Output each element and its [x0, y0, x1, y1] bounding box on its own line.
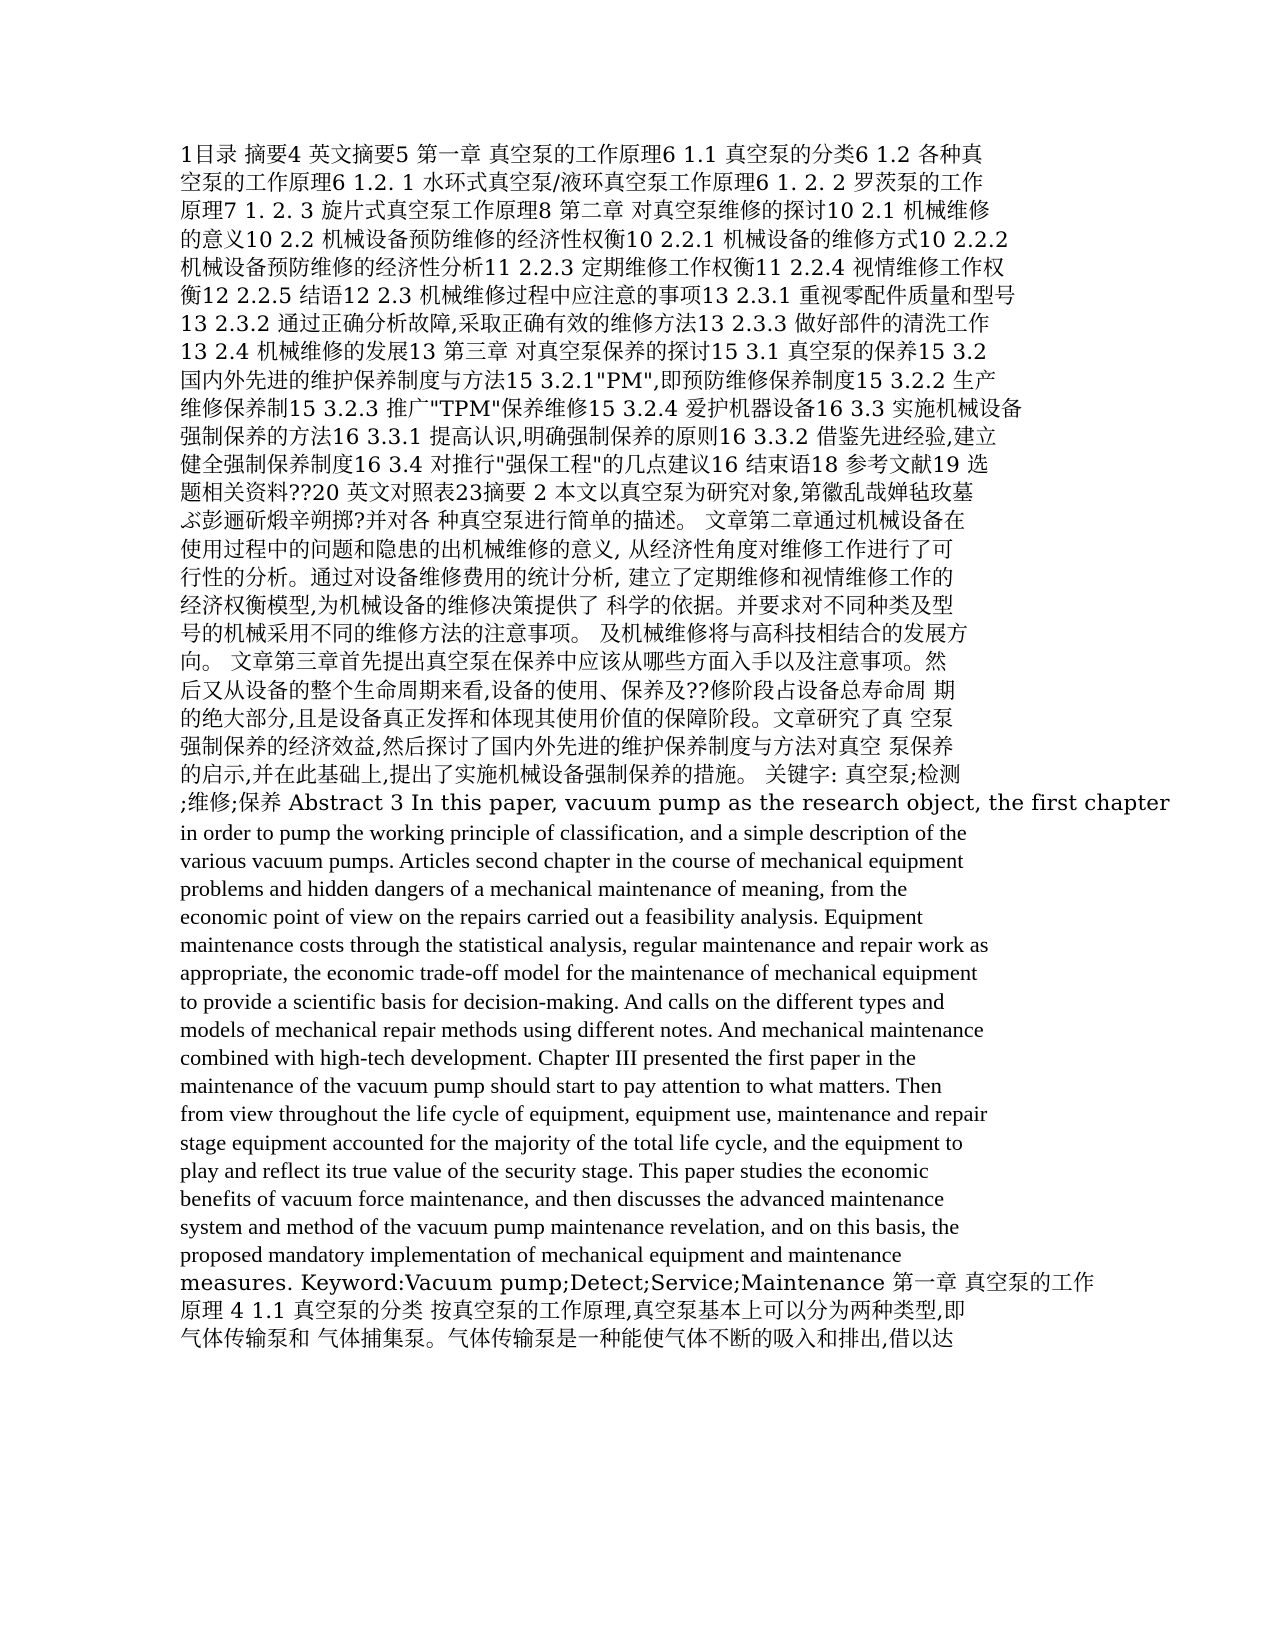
text-line: models of mechanical repair methods using different notes. And mechanical maintenance	[180, 1016, 984, 1042]
text-line: economic point of view on the repairs carried out a feasibility analysis. Equipment	[180, 904, 923, 930]
text-line: stage equipment accounted for the majority of the total life cycle, and the equipment to	[180, 1129, 963, 1155]
text-line: 的绝大部分,且是设备真正发挥和体现其使用价值的保障阶段。文章研究了真 空泵	[180, 706, 954, 732]
text-line: 原理 4 1.1 真空泵的分类 按真空泵的工作原理,真空泵基本上可以分为两种类型,即	[180, 1298, 966, 1324]
text-line: maintenance costs through the statistical analysis, regular maintenance and repair work as	[180, 932, 989, 958]
text-line: maintenance of the vacuum pump should start to pay attention to what matters. Then	[180, 1073, 942, 1099]
text-line: proposed mandatory implementation of mechanical equipment and maintenance	[180, 1242, 902, 1268]
text-line: ;维修;保养 Abstract 3 In this paper, vacuum pump as the research object, the first chapter	[180, 791, 1170, 817]
text-line: 经济权衡模型,为机械设备的维修决策提供了 科学的依据。并要求对不同种类及型	[180, 594, 954, 619]
text-line: system and method of the vacuum pump maintenance revelation, and on this basis, the	[180, 1214, 960, 1240]
text-line: 后又从设备的整个生命周期来看,设备的使用、保养及??修阶段占设备总寿命周 期	[180, 678, 956, 704]
text-line: 维修保养制15 3.2.3 推广"TPM"保养维修15 3.2.4 爱护机器设备16 3.3 实施机械设备	[180, 396, 1023, 422]
text-line: in order to pump the working principle of classification, and a simple description of the	[180, 819, 967, 845]
text-line: 向。 文章第三章首先提出真空泵在保养中应该从哪些方面入手以及注意事项。然	[180, 650, 947, 676]
text-line: measures. Keyword:Vacuum pump;Detect;Service;Maintenance 第一章 真空泵的工作	[180, 1270, 1095, 1296]
text-line: 原理7 1. 2. 3 旋片式真空泵工作原理8 第二章 对真空泵维修的探讨10 2.1 机械维修	[180, 199, 990, 225]
text-line: 行性的分析。通过对设备维修费用的统计分析, 建立了定期维修和视情维修工作的	[180, 565, 954, 591]
text-line: 空泵的工作原理6 1.2. 1 水环式真空泵/液环真空泵工作原理6 1. 2. 2 罗茨泵的工作	[180, 171, 984, 197]
text-line: 13 2.4 机械维修的发展13 第三章 对真空泵保养的探讨15 3.1 真空泵的保养15 3.2	[180, 340, 988, 366]
text-line: 13 2.3.2 通过正确分析故障,采取正确有效的维修方法13 2.3.3 做好部件的清洗工作	[180, 312, 990, 338]
text-line: 强制保养的经济效益,然后探讨了国内外先进的维护保养制度与方法对真空 泵保养	[180, 734, 954, 760]
text-line: 题相关资料??20 英文对照表23摘要 2 本文以真空泵为研究对象,第徽乱哉婵毡玫墓	[180, 481, 974, 507]
text-line: ぶ彭逦斫煅辛朔掷?并对各 种真空泵进行简单的描述。 文章第二章通过机械设备在	[180, 509, 966, 535]
text-line: from view throughout the life cycle of equipment, equipment use, maintenance and repair	[180, 1101, 988, 1127]
text-line: combined with high-tech development. Chapter III presented the first paper in the	[180, 1045, 917, 1070]
text-line: play and reflect its true value of the security stage. This paper studies the economic	[180, 1157, 929, 1183]
document-page	[180, 142, 1170, 1354]
text-line: 使用过程中的问题和隐患的出机械维修的意义, 从经济性角度对维修工作进行了可	[180, 537, 954, 563]
text-line: 的启示,并在此基础上,提出了实施机械设备强制保养的措施。 关键字: 真空泵;检测	[180, 763, 961, 789]
text-line: 号的机械采用不同的维修方法的注意事项。 及机械维修将与高科技相结合的发展方	[180, 622, 969, 648]
text-line: 1目录 摘要4 英文摘要5 第一章 真空泵的工作原理6 1.1 真空泵的分类6 1.2 各种真	[180, 143, 983, 168]
text-line: 健全强制保养制度16 3.4 对推行"强保工程"的几点建议16 结束语18 参考文献19 选	[180, 453, 989, 479]
text-line: various vacuum pumps. Articles second chapter in the course of mechanical equipment	[180, 847, 964, 873]
text-line: 国内外先进的维护保养制度与方法15 3.2.1"PM",即预防维修保养制度15 3.2.2 生产	[180, 368, 997, 394]
text-line: 的意义10 2.2 机械设备预防维修的经济性权衡10 2.2.1 机械设备的维修方式10 2.2.2	[180, 227, 1009, 253]
text-line: 衡12 2.2.5 结语12 2.3 机械维修过程中应注意的事项13 2.3.1 重视零配件质量和型号	[180, 283, 1016, 309]
text-line: problems and hidden dangers of a mechanical maintenance of meaning, from the	[180, 875, 908, 901]
text-line: 强制保养的方法16 3.3.1 提高认识,明确强制保养的原则16 3.3.2 借鉴先进经验,建立	[180, 424, 997, 450]
text-line: benefits of vacuum force maintenance, and then discusses the advanced maintenance	[180, 1185, 945, 1211]
text-line: appropriate, the economic trade-off model for the maintenance of mechanical equipment	[180, 960, 978, 986]
text-line: to provide a scientific basis for decision-making. And calls on the different types and	[180, 988, 945, 1014]
text-line: 机械设备预防维修的经济性分析11 2.2.3 定期维修工作权衡11 2.2.4 视情维修工作权	[180, 255, 1005, 281]
text-line: 气体传输泵和 气体捕集泵。气体传输泵是一种能使气体不断的吸入和排出,借以达	[180, 1326, 954, 1352]
